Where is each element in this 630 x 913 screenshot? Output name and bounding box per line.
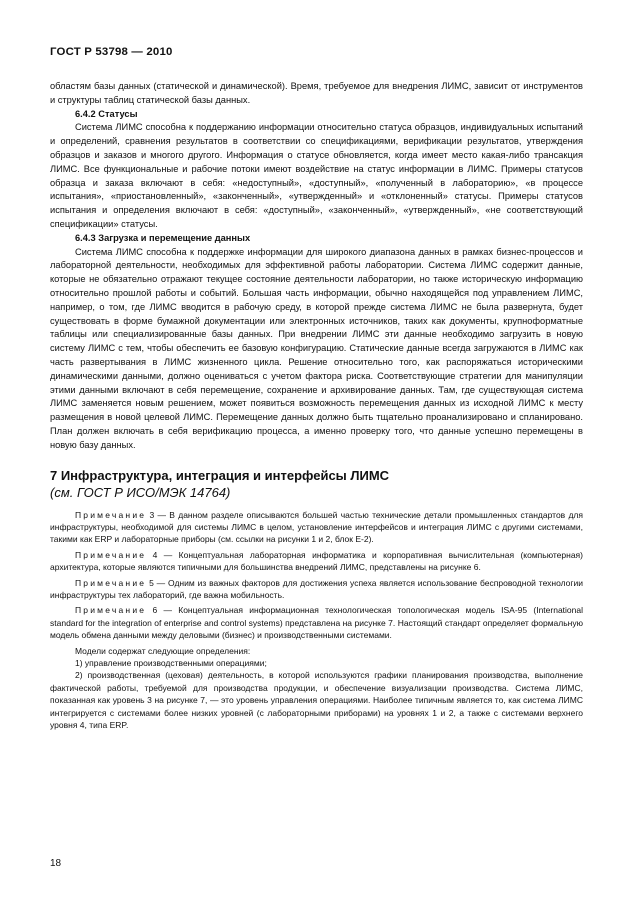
section-6-4-2-text: Система ЛИМС способна к поддержанию информации относительно статуса образцов, индивидуальных испытаний и определений, сравнения результатов в соответствии со спецификациями, верификации результатов, утверждения образцов и заказов и многого другого. Информация о статусе обновляется, когда имеет место какая-либо трансакция ЛИМС. Все функциональные и рабочие потоки имеют воздействие на статус информации в ЛИМС. Примеры статусов образца и заказа включают в себя: «недоступный», «доступный», «полученный в лабораторию», «в процессе испытания», «приостановленный», «законченный», «утвержденный» и «отклоненный» статусы. Примеры статусов испытания и определения включают в себя: «доступный», «законченный», «утвержденный», «не соответствующий спецификации» статусы. [50, 122, 583, 229]
intro-paragraph: областям базы данных (статической и динамической). Время, требуемое для внедрения ЛИМС, зависит от инструментов и структуры таблиц статической базы данных. [50, 81, 583, 105]
model-item-2: 2) производственная (цеховая) деятельность, в которой используются графики планирования производства, выполнение фактической работы, требуемой для производства продукции, и обеспечение визуализации производства. Система ЛИМС, показанная как уровень 3 на рисунке 7, — это уровень управления операциями. Наиболее типичным является то, как система ЛИМС интегрируется с системами более низких уровней (с лабораторными приборами) на уровнях 1 и 2, а также с системами верхнего уровня 4, типа ERP. [50, 670, 583, 731]
section-6-4-3-text: Система ЛИМС способна к поддержке информации для широкого диапазона данных в рамках бизнес-процессов и лабораторной деятельности, необходимых для эффективной работы лаборатории. Система ЛИМС содержит данные, которые не обязательно отражают текущее состояние деятельности лаборатории, но также историческую информацию относительно прошлой работы и событий. Большая часть информации, обычно находящейся под управлением ЛИМС, например, о том, где ЛИМС вводится в рабочую среду, в которой прежде система ЛИМС не была развернута, будет существовать в форме бумажной документации или электронных источников, таких как документы, крупноформатные таблицы или специализированные базы данных. При внедрении ЛИМС эти данные необходимо загрузить в новую систему ЛИМС с тем, чтобы обеспечить ее базовую конфигурацию. Статические данные всегда загружаются в ЛИМС как часть развертывания в ЛИМС жизненного цикла. Решение относительно того, как распоряжаться историческими динамическими данными, должно оцениваться с учетом фактора риска. Соответствующие стратегии для манипуляции этими данными включают в себя перемещение, сохранение и архивирование данных. Там, где существующая система ЛИМС заменяется новым решением, может появиться возможность перемещения данных из исходной ЛИМС к месту размещения в новой целевой ЛИМС. Перемещение данных должно быть тщательно проанализировано и спланировано. План должен включать в себя верификацию процесса, а именно проверку того, что данные успешно перемещены в новую базу данных. [50, 246, 583, 450]
note-label: Примечание [75, 577, 147, 588]
page-number: 18 [50, 858, 62, 869]
note-label: Примечание [75, 509, 147, 520]
note-text: 4 — Концептуальная лабораторная информатика и корпоративная вычислительная (компьютерная) архитектура, которые являются типичными для большинства внедрений ЛИМС, представлены на рисунке 6. [50, 549, 583, 573]
note-text: 3 — В данном разделе описываются большей частью технические детали промышленных стандартов для инфраструктуры, необходимой для системы ЛИМС в целом, установление интерфейсов и интеграция ЛИМС с другими системами, такими как ERP и лабораторные приборы (см. ссылки на рисунки 1 и 2, блок Е-2). [50, 509, 583, 545]
note-text: 6 — Концептуальная информационная технологическая топологическая модель ISA-95 (International standard for the integration of enterprise and control systems) представлена на рисунке 7. Настоящий стандарт определяет формальную модель обмена данными между деловыми (бизнес) и производственными системами. [50, 605, 583, 641]
model-item-1: 1) управление производственными операциями; [75, 657, 267, 668]
note-4 [50, 549, 583, 574]
models-intro: Модели содержат следующие определения: [75, 645, 251, 656]
note-5 [50, 577, 583, 602]
document-header: ГОСТ Р 53798 — 2010 [50, 46, 173, 58]
section-7-subheading: (см. ГОСТ Р ИСО/МЭК 14764) [50, 484, 231, 500]
note-3 [50, 509, 583, 546]
section-7-heading: 7 Инфраструктура, интеграция и интерфейсы ЛИМС [50, 467, 390, 483]
note-text: 5 — Одним из важных факторов для достижения успеха является использование беспроводной технологии инфраструктуры тех лабораторий, где важна мобильность. [50, 577, 583, 600]
note-6 [50, 604, 583, 641]
section-6-4-3-heading: 6.4.3 Загрузка и перемещение данных [75, 232, 251, 243]
note-label: Примечание [75, 605, 147, 616]
note-label: Примечание [75, 549, 147, 560]
page-content [50, 80, 583, 731]
section-6-4-2-heading: 6.4.2 Статусы [75, 108, 138, 119]
